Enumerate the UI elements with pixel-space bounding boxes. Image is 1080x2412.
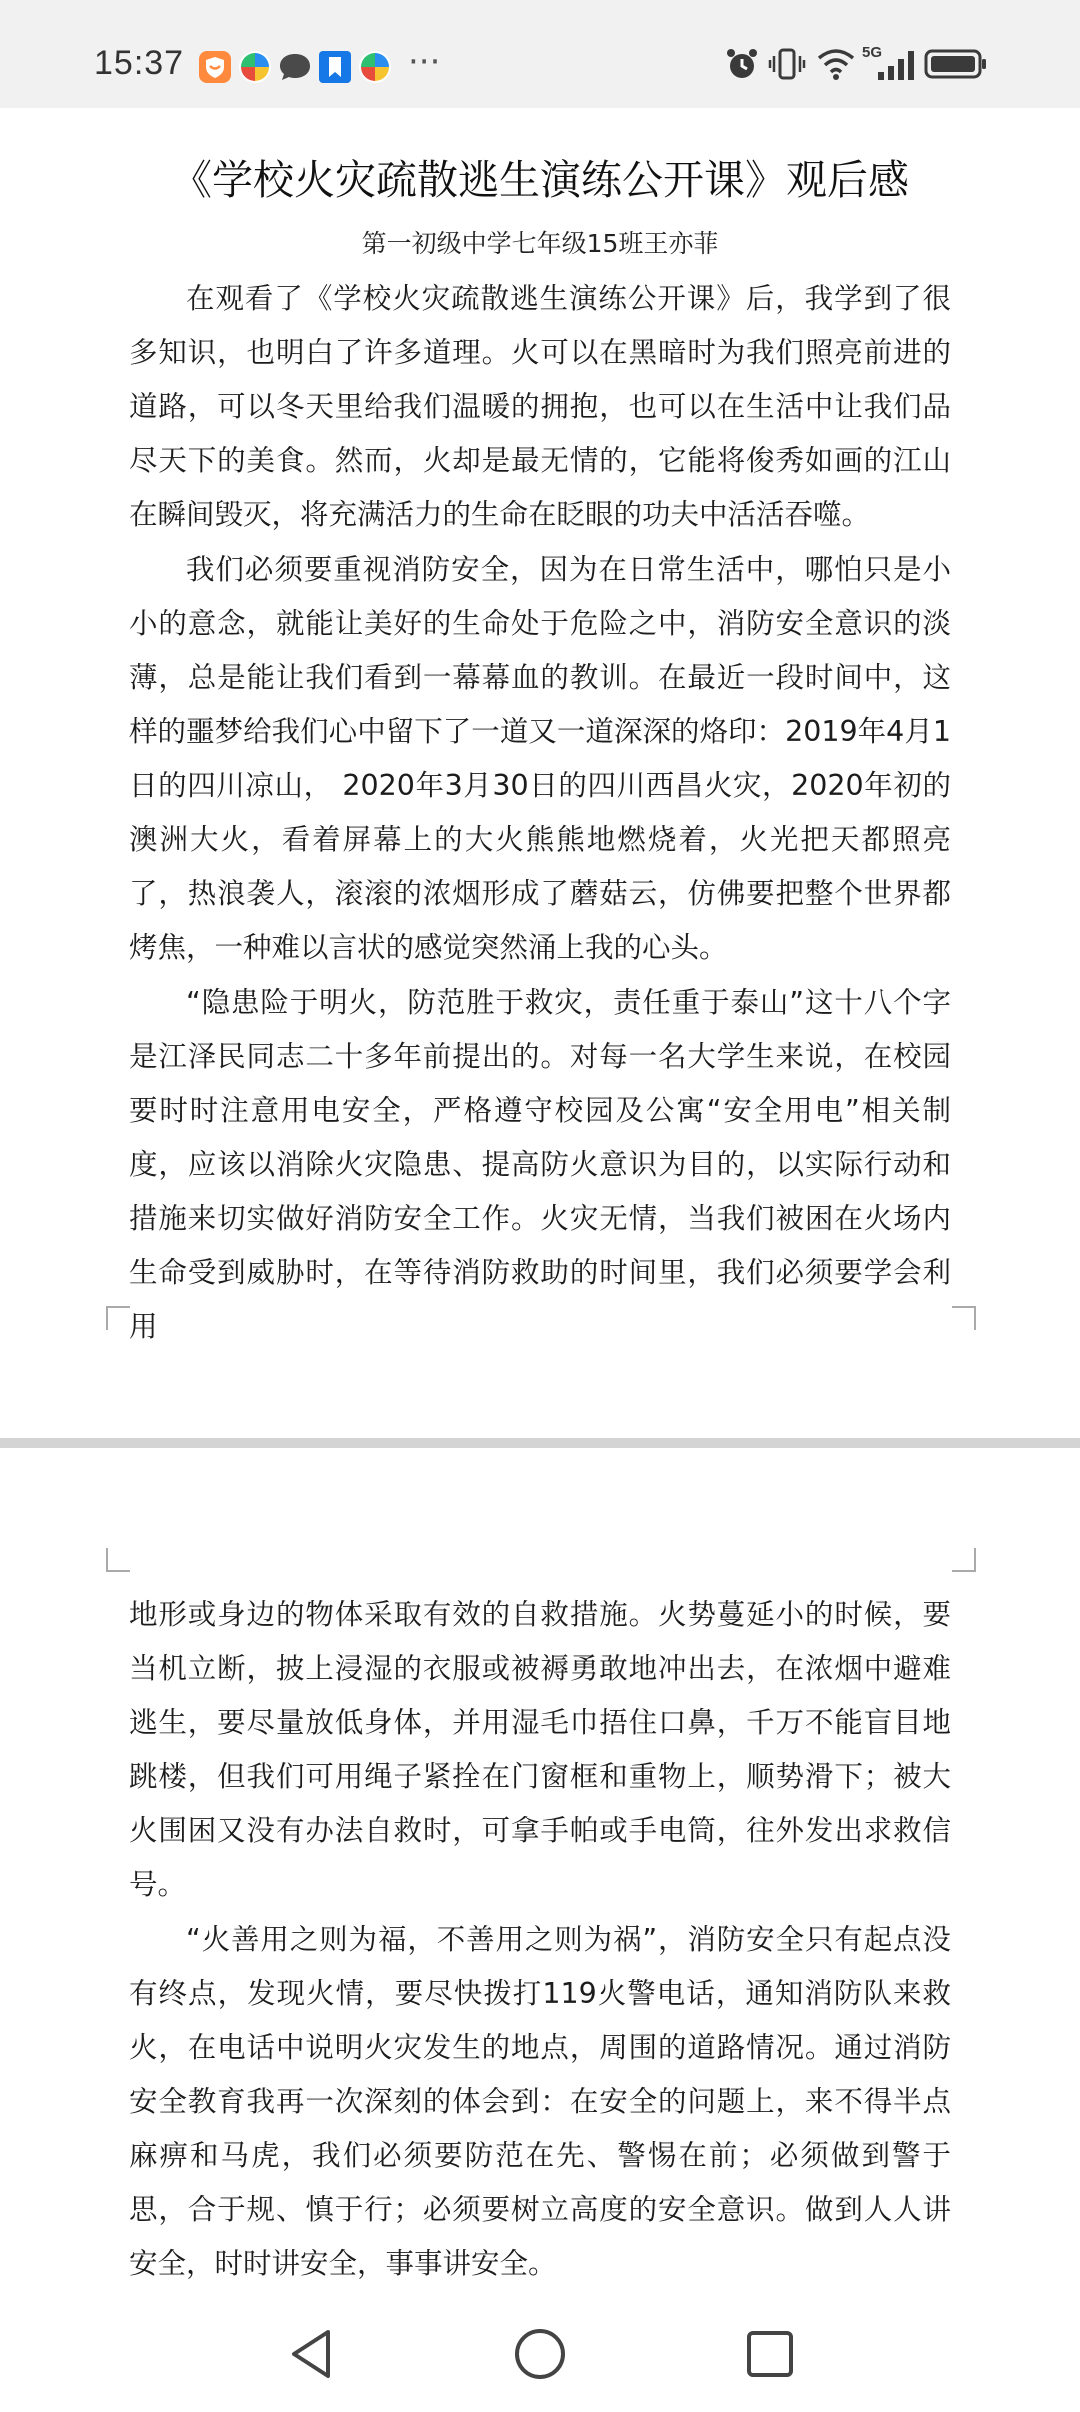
document-subtitle: 第一初级中学七年级15班王亦菲 xyxy=(361,229,719,258)
shield-app-icon xyxy=(198,50,232,84)
chat-bubble-icon xyxy=(278,50,312,84)
document-title: 《学校火灾疏散逃生演练公开课》观后感 xyxy=(171,156,909,204)
vibrate-icon xyxy=(768,46,806,82)
page-separator xyxy=(0,1438,1080,1448)
page-1-body xyxy=(129,272,951,1354)
back-icon[interactable] xyxy=(284,2326,338,2382)
status-bar xyxy=(0,0,1080,108)
page-corner-mark xyxy=(106,1548,130,1572)
page-2-body xyxy=(129,1588,951,2291)
alarm-icon xyxy=(724,46,760,82)
home-icon[interactable] xyxy=(512,2326,568,2382)
paragraph: “隐患险于明火，防范胜于救灾，责任重于泰山”这十八个字是江泽民同志二十多年前提出的。对每一名大学生来说，在校园要时时注意用电安全，严格遵守校园及公寓“安全用电”相关制度，应该以消除火灾隐患、提高防火意识为目的，以实际行动和措施来切实做好消防安全工作。火灾无情，当我们被困在火场内生命受到威胁时，在等待消防救助的时间里，我们必须要学会利用 xyxy=(129,986,951,1343)
page-corner-mark xyxy=(952,1306,976,1330)
document-page-2[interactable] xyxy=(0,1448,1080,2296)
pinwheel-app-icon xyxy=(238,50,272,84)
network-type-label: 5G xyxy=(862,44,883,61)
battery-icon xyxy=(924,46,988,82)
recents-icon[interactable] xyxy=(744,2326,796,2382)
paragraph: “火善用之则为福，不善用之则为祸”，消防安全只有起点没有终点，发现火情，要尽快拨打119火警电话，通知消防队来救火，在电话中说明火灾发生的地点，周围的道路情况。通过消防安全教育我再一次深刻的体会到：在安全的问题上，来不得半点麻痹和马虎，我们必须要防范在先、警惕在前；必须做到警于思，合于规、慎于行；必须要树立高度的安全意识。做到人人讲安全，时时讲安全，事事讲安全。 xyxy=(129,1923,951,2280)
wifi-icon xyxy=(816,46,856,82)
paragraph: 地形或身边的物体采取有效的自救措施。火势蔓延小的时候，要当机立断，披上浸湿的衣服或被褥勇敢地冲出去，在浓烟中避难逃生，要尽量放低身体，并用湿毛巾捂住口鼻，千万不能盲目地跳楼，但我们可用绳子紧拴在门窗框和重物上，顺势滑下；被大火围困又没有办法自救时，可拿手帕或手电筒，往外发出求救信号。 xyxy=(129,1598,951,1901)
document-page-1[interactable] xyxy=(0,108,1080,1438)
more-notifications-icon: ··· xyxy=(408,42,441,82)
paragraph: 我们必须要重视消防安全，因为在日常生活中，哪怕只是小小的意念，就能让美好的生命处于危险之中，消防安全意识的淡薄，总是能让我们看到一幕幕血的教训。在最近一段时间中，这样的噩梦给我们心中留下了一道又一道深深的烙印：2019年4月1日的四川凉山， 2020年3月30日的四川西昌火灾，2020年初的澳洲大火，看着屏幕上的大火熊熊地燃烧着，火光把天都照亮了，热浪袭人，滚滚的浓烟形成了蘑菇云，仿佛要把整个世界都烤焦，一种难以言状的感觉突然涌上我的心头。 xyxy=(129,553,951,964)
page-corner-mark xyxy=(106,1306,130,1330)
bookmark-app-icon xyxy=(318,50,352,84)
status-time: 15:37 xyxy=(94,44,185,82)
paragraph: 在观看了《学校火灾疏散逃生演练公开课》后，我学到了很多知识，也明白了许多道理。火可以在黑暗时为我们照亮前进的道路，可以冬天里给我们温暖的拥抱，也可以在生活中让我们品尽天下的美食。然而，火却是最无情的，它能将俊秀如画的江山在瞬间毁灭，将充满活力的生命在眨眼的功夫中活活吞噬。 xyxy=(129,282,951,531)
page-corner-mark xyxy=(952,1548,976,1572)
pinwheel-app-icon xyxy=(358,50,392,84)
navigation-bar xyxy=(0,2296,1080,2412)
signal-icon xyxy=(876,46,918,82)
